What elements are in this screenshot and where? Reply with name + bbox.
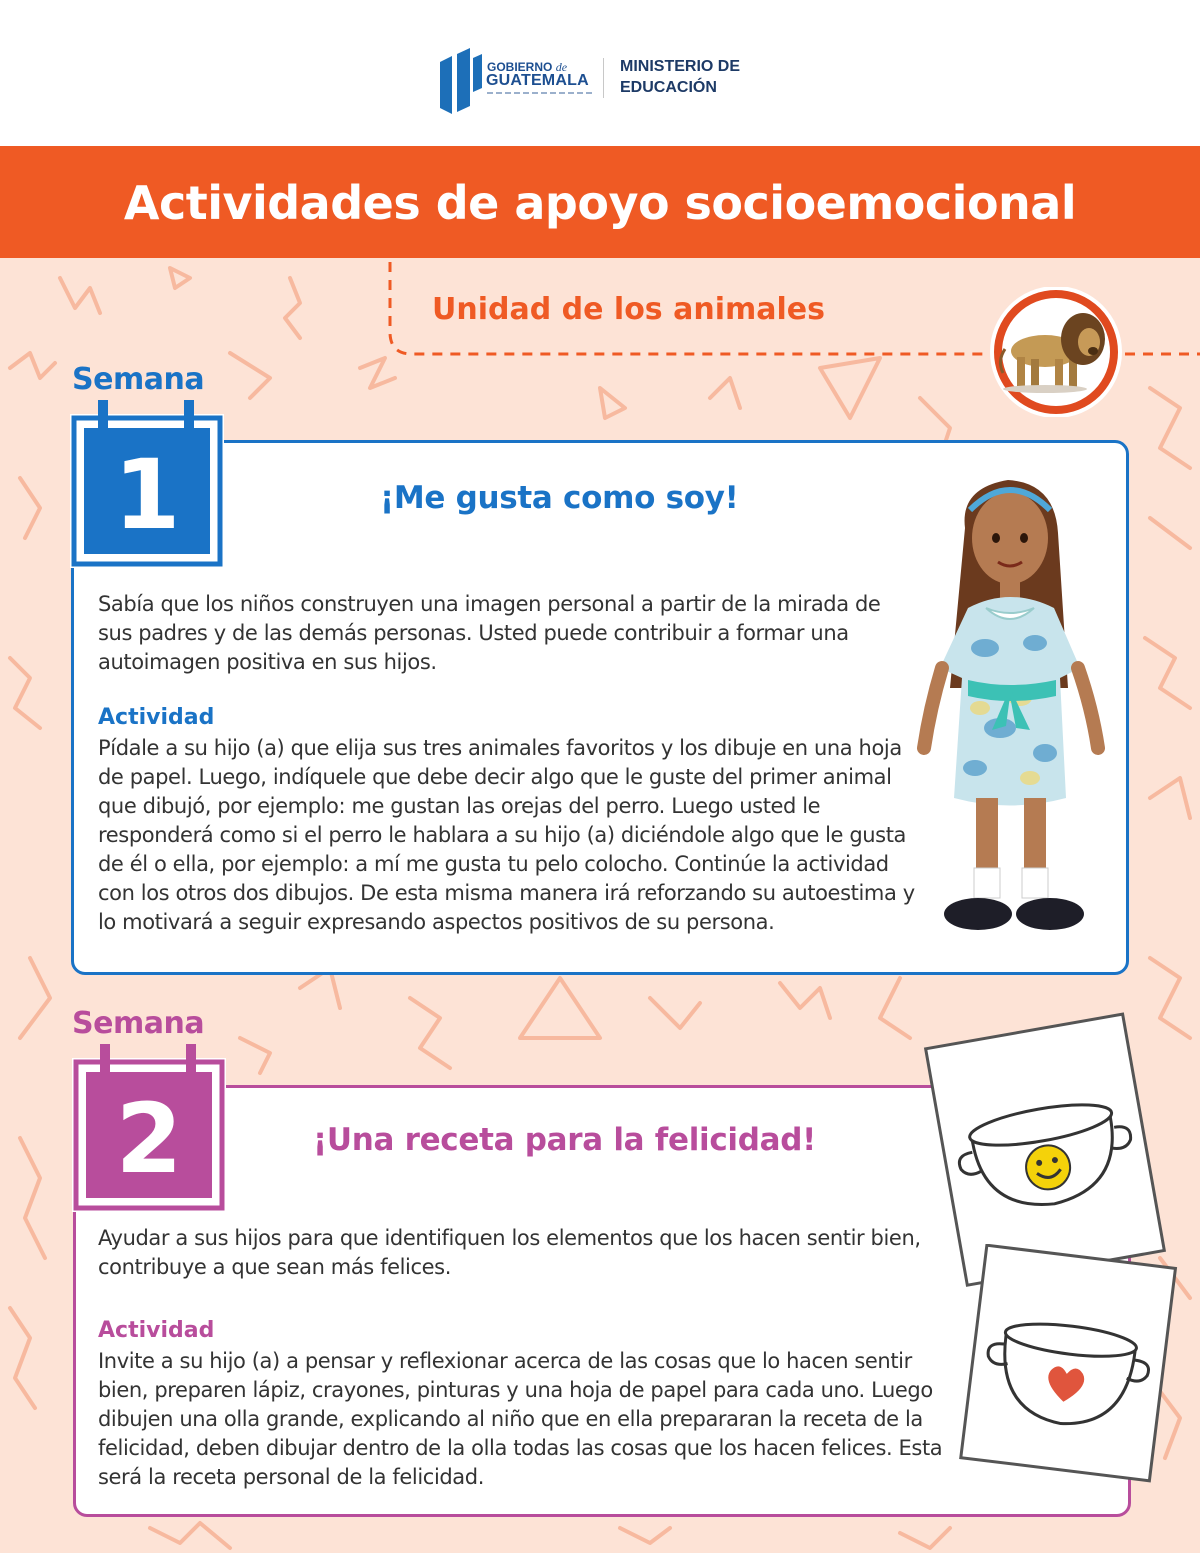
week-1-title: ¡Me gusta como soy! <box>380 480 739 516</box>
week-2-activity-label: Actividad <box>98 1318 215 1343</box>
week-2-number: 2 <box>115 1083 183 1195</box>
government-logo-icon <box>440 48 482 114</box>
lion-icon <box>983 287 1129 417</box>
week-2-intro: Ayudar a sus hijos para que identifiquen los elementos que los hacen sentir bien, contribuye a que sean más felices. <box>98 1226 921 1279</box>
page-header <box>0 0 1200 146</box>
page-title: Actividades de apoyo socioemocional <box>123 176 1077 230</box>
week-2-title: ¡Una receta para la felicidad! <box>313 1122 816 1158</box>
logo-divider <box>603 58 604 98</box>
week-1-number: 1 <box>113 439 181 551</box>
week-2-semana-label: Semana <box>72 1006 205 1041</box>
week-2-activity-text: Invite a su hijo (a) a pensar y reflexionar acerca de las cosas que lo hacen sentir bien, preparen lápiz, crayones, pinturas y una hoja de papel para cada uno. Luego dibujen una olla grande, explicando al niño que en ella prepararan la receta de la felicidad, deben dibujar dentro de la olla todas las cosas que los hacen felices. Esta será la receta personal de la felicidad. <box>98 1349 943 1489</box>
girl-illustration <box>910 468 1120 944</box>
week-1-activity-text: Pídale a su hijo (a) que elija sus tres animales favoritos y los dibuje en una hoja de papel. Luego, indíquele que debe decir algo que le guste del primer animal que dibujó, por ejemplo: me gustan las orejas del perro. Luego usted le responderá como si el perro le hablara a su hijo (a) diciéndole algo que le gusta de él o ella, por ejemplo: a mí me gusta tu pelo colocho. Continúe la actividad con los otros dos dibujos. De esta misma manera irá reforzando su autoestima y lo motivará a seguir expresando aspectos positivos de su persona. <box>98 736 915 934</box>
week-1-activity-label: Actividad <box>98 705 215 730</box>
government-label: GOBIERNO de <box>487 60 568 74</box>
logo-underline <box>487 92 593 94</box>
unit-title: Unidad de los animales <box>432 292 825 327</box>
government-name: GUATEMALA <box>486 72 589 89</box>
pot-heart-icon <box>948 1244 1188 1484</box>
week-1-semana-label: Semana <box>72 362 205 397</box>
ministry-name: MINISTERIO DE EDUCACIÓN <box>620 58 741 96</box>
week-1-intro: Sabía que los niños construyen una imagen personal a partir de la mirada de sus padres y de las demás personas. Usted puede contribuir a formar una autoimagen positiva en sus hijos. <box>98 592 881 674</box>
